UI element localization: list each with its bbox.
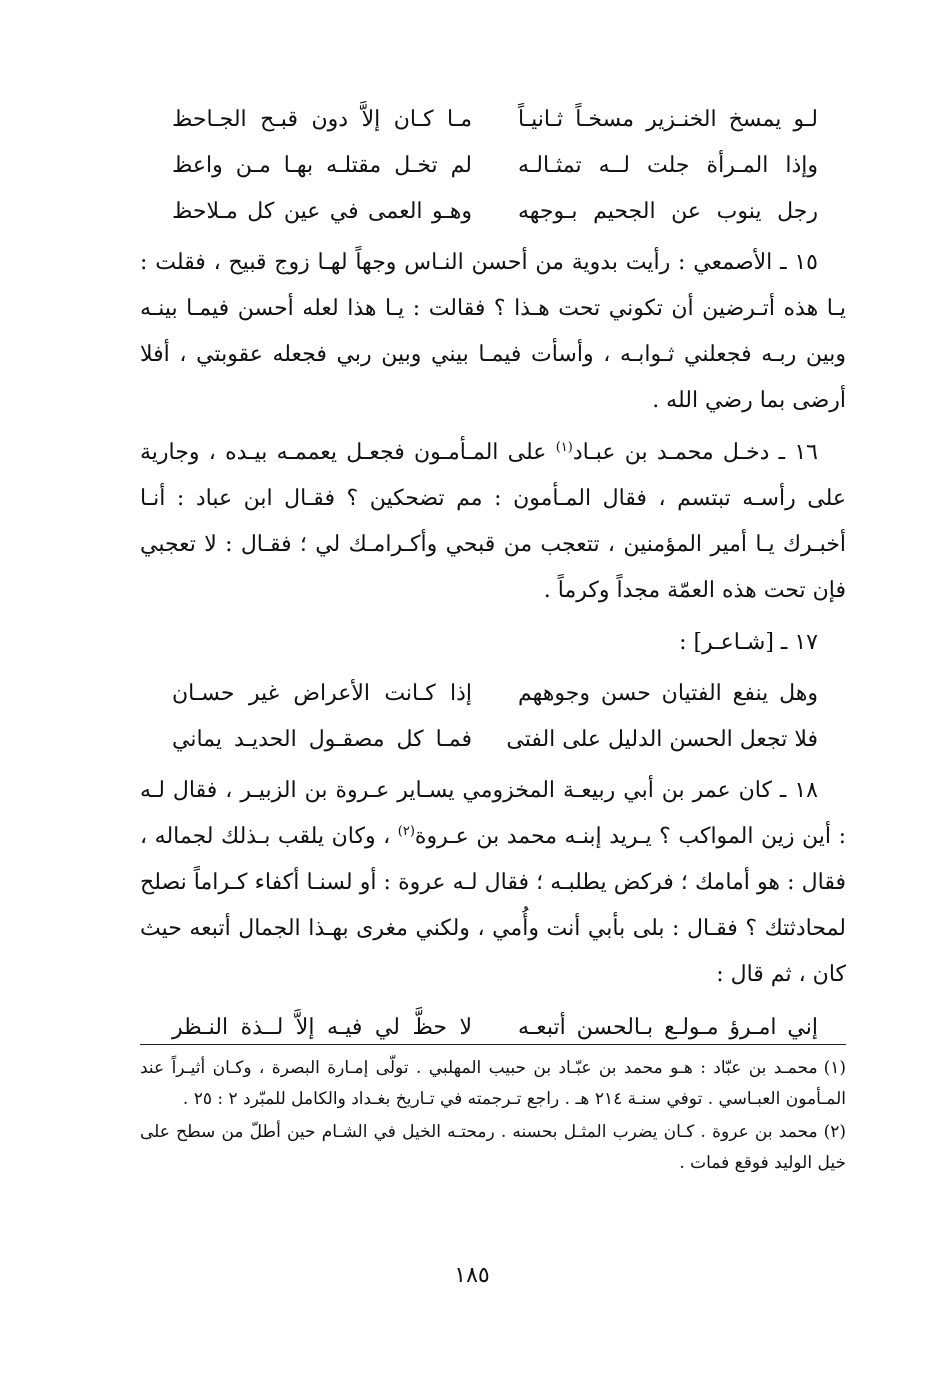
poem-verse [172, 716, 818, 762]
poem-17 [172, 670, 818, 762]
footnote-text: محمـد بن عبّاد : هـو محمد بن عبّـاد بن حبيب المهلبي . تولّى إمـارة البصرة ، وكـان أثيـراً عند المـأمون العبـاسي . توفي سنـة ٢١٤ هـ . راجع تـرجمته في تـاريخ بغـداد والكامل للمبّرد ٢ : ٢٥ . [140, 1058, 846, 1109]
verse-second-hemistich: وهـو العمى في عين كل مـلاحظ [172, 198, 472, 224]
anecdote-18 [140, 768, 846, 998]
anecdote-17-heading: ١٧ ـ [شـاعـر] : [679, 630, 818, 655]
anecdote-16 [140, 430, 846, 614]
anecdote-18-start: ١٨ ـ كان عمر بن أبي ربيعـة المخزومي يسـاير عـروة بن الزبيـر ، فقال لـه : أين زين المواكب ؟ يـريد إبنـه محمد بن عـروة [140, 778, 846, 849]
poem-verse [172, 188, 818, 234]
verse-first-hemistich: لـو يمسخ الخنـزير مسخـاً ثـانيـاً [518, 106, 818, 132]
verse-second-hemistich: لم تخـل مقتلـه بهـا مـن واعظ [172, 152, 472, 178]
footnote-mark: (٢) [823, 1122, 846, 1142]
footnote-text: محمد بن عروة . كـان يضرب المثـل بحسنه . رمحتـه الخيل في الشـام حين أطلّ من سطح على خيل الوليد فوقع فمات . [140, 1122, 846, 1173]
verse-second-hemistich: فمـا كل مصقـول الحديـد يماني [172, 726, 472, 752]
anecdote-16-rest: على المـأمـون فجعـل يعممـه بيـده ، وجارية على رأسـه تبتسم ، فقال المـأمون : مم تضحكين ؟ فقـال ابن عباد : أنـا أخبـرك يـا أمير المؤمنين ، تتعجب من قبحي وأكـرامـك لي ؛ فقـال : لا تعجبي فإن تحت هذه العمّة مجداً وكرماً . [140, 440, 846, 603]
verse-first-hemistich: رجل ينوب عن الجحيم بـوجهه [518, 198, 818, 224]
footnote-mark: (١) [823, 1058, 846, 1078]
footnotes [140, 1044, 846, 1181]
verse-second-hemistich: إذا كـانت الأعراض غير حسـان [172, 680, 472, 706]
poem-verse [172, 670, 818, 716]
poem-verse [172, 96, 818, 142]
footnote-1 [140, 1053, 846, 1115]
footnote-ref-1: (١) [555, 440, 573, 455]
anecdote-16-start: ١٦ ـ دخـل محمـد بن عبـاد [572, 440, 818, 465]
footnote-ref-2: (٢) [397, 824, 415, 839]
verse-first-hemistich: فلا تجعل الحسن الدليل على الفتى [506, 726, 818, 752]
verse-first-hemistich: إني امـرؤ مـولـع بـالحسن أتبعـه [518, 1014, 818, 1040]
anecdote-15: ١٥ ـ الأصمعي : رأيت بدوية من أحسن النـاس وجهاً لهـا زوج قبيح ، فقلت : يـا هذه أتـرضين أن تكوني تحت هـذا ؟ فقالت : يـا هذا لعله أحسن فيمـا بينـه وبين ربـه فجعلني ثـوابـه ، وأسأت فيمـا بيني وبين ربي فجعله عقوبتي ، أفلا أرضى بما رضي الله . [140, 250, 846, 413]
poem-verse [172, 142, 818, 188]
main-text [140, 96, 846, 1050]
verse-second-hemistich: لا حظَّ لي فيـه إلاَّ لــذة النـظر [172, 1014, 472, 1040]
poem-top [172, 96, 818, 234]
verse-first-hemistich: وهل ينفع الفتيان حسن وجوههم [518, 680, 818, 706]
footnote-2 [140, 1117, 846, 1179]
anecdote-18-rest: ، وكان يلقب بـذلك لجماله ، فقال : هو أمامك ؛ فركض يطلبـه ؛ فقال لـه عروة : أو لسنـا أكفاء كـراماً نصلح لمحادثتك ؟ فقـال : بلى بأبي أنت وأُمي ، ولكني مغرى بهـذا الجمال أتبعه حيث كان ، ثم قال : [140, 824, 846, 987]
page-number: ١٨٥ [454, 1263, 490, 1288]
verse-second-hemistich: مـا كـان إلاَّ دون قبـح الجـاحظ [172, 106, 472, 132]
verse-first-hemistich: وإذا المـرأة جلت لــه تمثـالـه [518, 152, 818, 178]
